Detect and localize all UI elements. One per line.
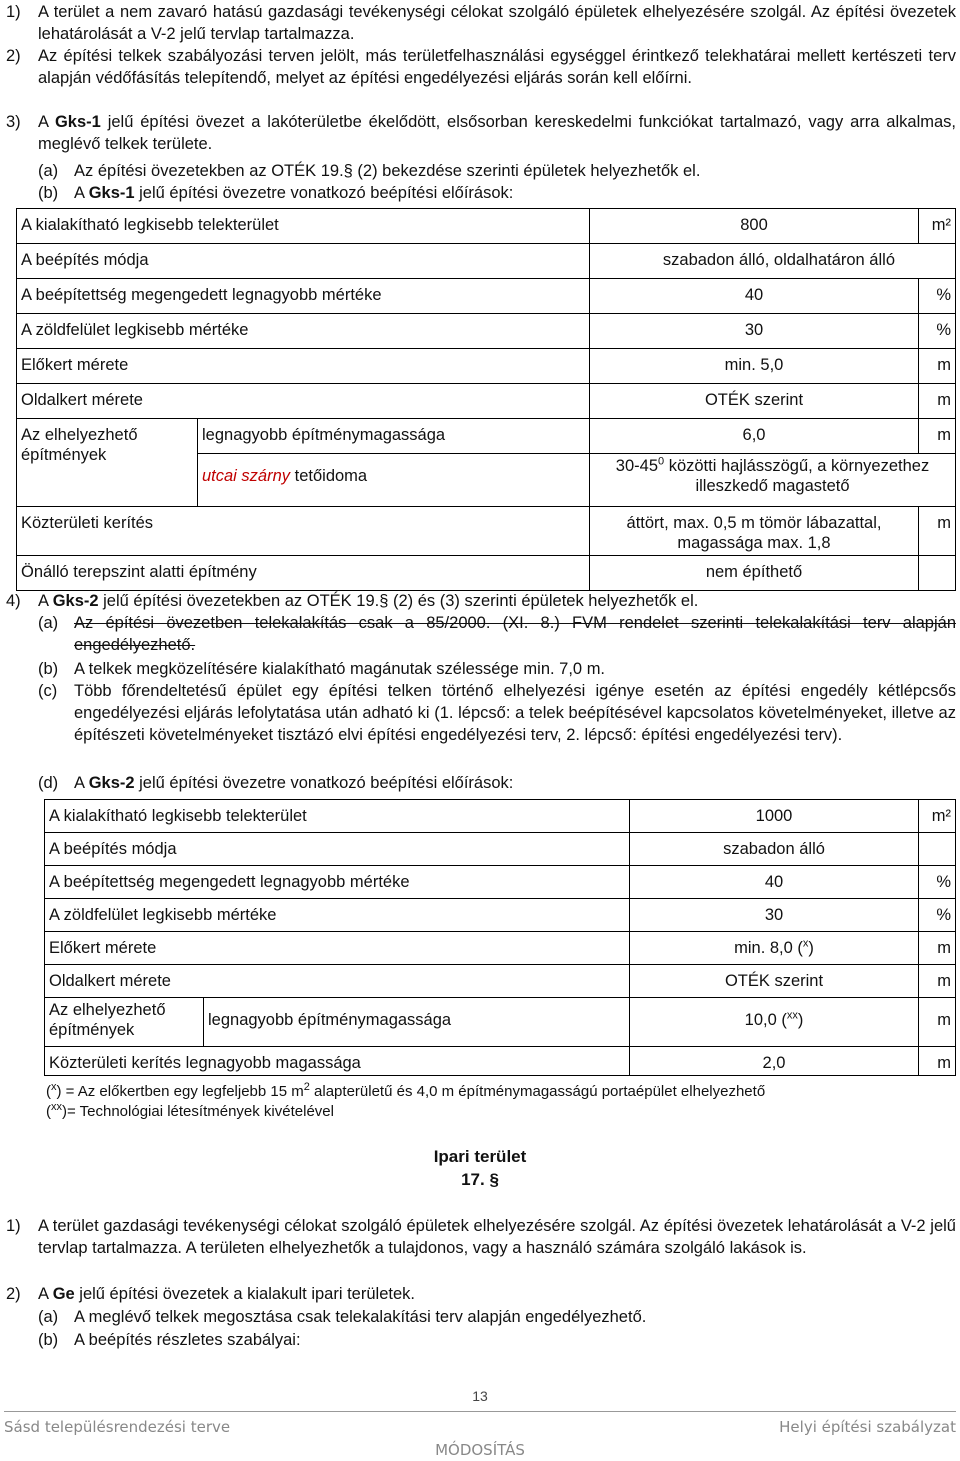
table-row: A beépítettség megengedett legnagyobb mértéke 40 % [17,279,956,314]
table-row: Előkert mérete min. 8,0 ($^x$) m [45,932,956,965]
footer-divider [4,1411,956,1412]
table-row: Az elhelyezhető építmények legnagyobb építménymagassága 10,0 ($^{xx}$) m [45,998,956,1047]
table-row: A zöldfelület legkisebb mértéke 30 % [17,314,956,349]
paragraph-4c: (c) Több főrendeltetésű épület egy építési telken történő elhelyezési igénye esetén az építési engedély kétlépcsős engedélyezési eljárás lefolytatása után adható ki (1. lépcső: a telek beépítésével kapcsolatos követelményeket, illetve az építészeti követelményeket tisztázó elvi építési engedélyezési terv, 2. lépcső: építési engedélyezési terv). [38,682,956,744]
table-row: A beépítés módja szabadon álló [45,833,956,866]
paragraph-4: 4) A Gks-2 jelű építési övezetekben az OTÉK 19.§ (2) és (3) szerinti épületek helyezhetők el. [6,592,699,610]
paragraph-17-2a: (a) A meglévő telkek megosztása csak telekalakítási terv alapján engedélyezhető. [38,1308,647,1326]
table-row: A zöldfelület legkisebb mértéke 30 % [45,899,956,932]
table-row: Előkert mérete min. 5,0 m [17,349,956,384]
paragraph-1: 1) A terület a nem zavaró hatású gazdasági tevékenységi célokat szolgáló épületek elhelyezésére szolgál. Az építési övezetek lehatárolását a V-2 jelű tervlap tartalmazza. [6,3,956,43]
paragraph-3b: (b) A Gks-1 jelű építési övezetre vonatkozó beépítési előírások: [38,184,514,202]
paragraph-17-1: 1) A terület gazdasági tevékenységi célokat szolgáló épületek elhelyezésére szolgál. Az építési övezetek lehatárolását a V-2 jelű tervlap tartalmazza. A területen elhelyezhetők a tulajdonos, vagy a használó számára szolgáló lakások is. [6,1217,956,1257]
footer-modification-label: MÓDOSÍTÁS [435,1441,525,1459]
section-title: Ipari terület [433,1147,527,1166]
paragraph-4a-struck: (a) Az építési övezetben telekalakítás csak a 85/2000. (XI. 8.) FVM rendelet szerinti telekalakítási terv alapján engedélyezhető. [38,614,956,654]
table-row: A beépítettség megengedett legnagyobb mértéke 40 % [45,866,956,899]
gks2-rules-table [44,799,956,1076]
section-number: 17. § [461,1170,499,1189]
paragraph-17-2: 2) A Ge jelű építési övezetek a kialakult ipari területek. [6,1285,415,1303]
paragraph-2: 2) Az építési telkek szabályozási terven jelölt, más területfelhasználási egységgel érintkező telekhatárai mellett kertészeti terv alapján védőfásítás telepítendő, melyet az építési engedélyezési eljárás során kell előírni. [6,47,956,87]
paragraph-4b: (b) A telkek megközelítésére kialakítható magánutak szélessége min. 7,0 m. [38,660,606,678]
page-number: 13 [472,1388,488,1404]
footer-left-title: Sásd településrendezési terve [4,1418,231,1436]
table-row: Oldalkert mérete OTÉK szerint m [17,384,956,419]
paragraph-17-2b: (b) A beépítés részletes szabályai: [38,1331,301,1349]
footer-right-title: Helyi építési szabályzat [779,1418,956,1436]
table-row: A kialakítható legkisebb telekterület 800 m² [17,209,956,244]
table-row: Az elhelyezhető építmények legnagyobb építménymagassága 6,0 m [17,419,956,454]
table-row: utcai szárny tetőidoma $30-45^0$ közötti hajlásszögű, a környezethez illeszkedő magastető [17,454,956,507]
paragraph-3: 3) A Gks-1 jelű építési övezet a lakóterületbe ékelődött, elsősorban kereskedelmi funkciókat tartalmazó, vagy arra alkalmas, meglévő telkek területe. [6,113,956,153]
footnote-x: ($^x$) = Az előkertben egy legfeljebb 15 $m^2$ alapterületű és 4,0 m építménymagasságú portaépület elhelyezhető [46,1081,766,1100]
paragraph-4d: (d) A Gks-2 jelű építési övezetre vonatkozó beépítési előírások: [38,774,514,792]
paragraph-3a: (a) Az építési övezetekben az OTÉK 19.§ (2) bekezdése szerinti épületek helyezhetők el. [38,162,701,180]
footnote-xx: ($^{xx}$)= Technológiai létesítmények kivételével [46,1101,334,1120]
table-row: Közterületi kerítés legnagyobb magassága 2,0 m [45,1047,956,1076]
table-row: Önálló terepszint alatti építmény nem építhető [17,556,956,591]
table-row: A kialakítható legkisebb telekterület 1000 m² [45,800,956,833]
table-row: Közterületi kerítés áttört, max. 0,5 m tömör lábazattal, magassága max. 1,8 m [17,507,956,556]
table-row: Oldalkert mérete OTÉK szerint m [45,965,956,998]
table-row: A beépítés módja szabadon álló, oldalhatáron álló [17,244,956,279]
gks1-rules-table [16,208,956,591]
